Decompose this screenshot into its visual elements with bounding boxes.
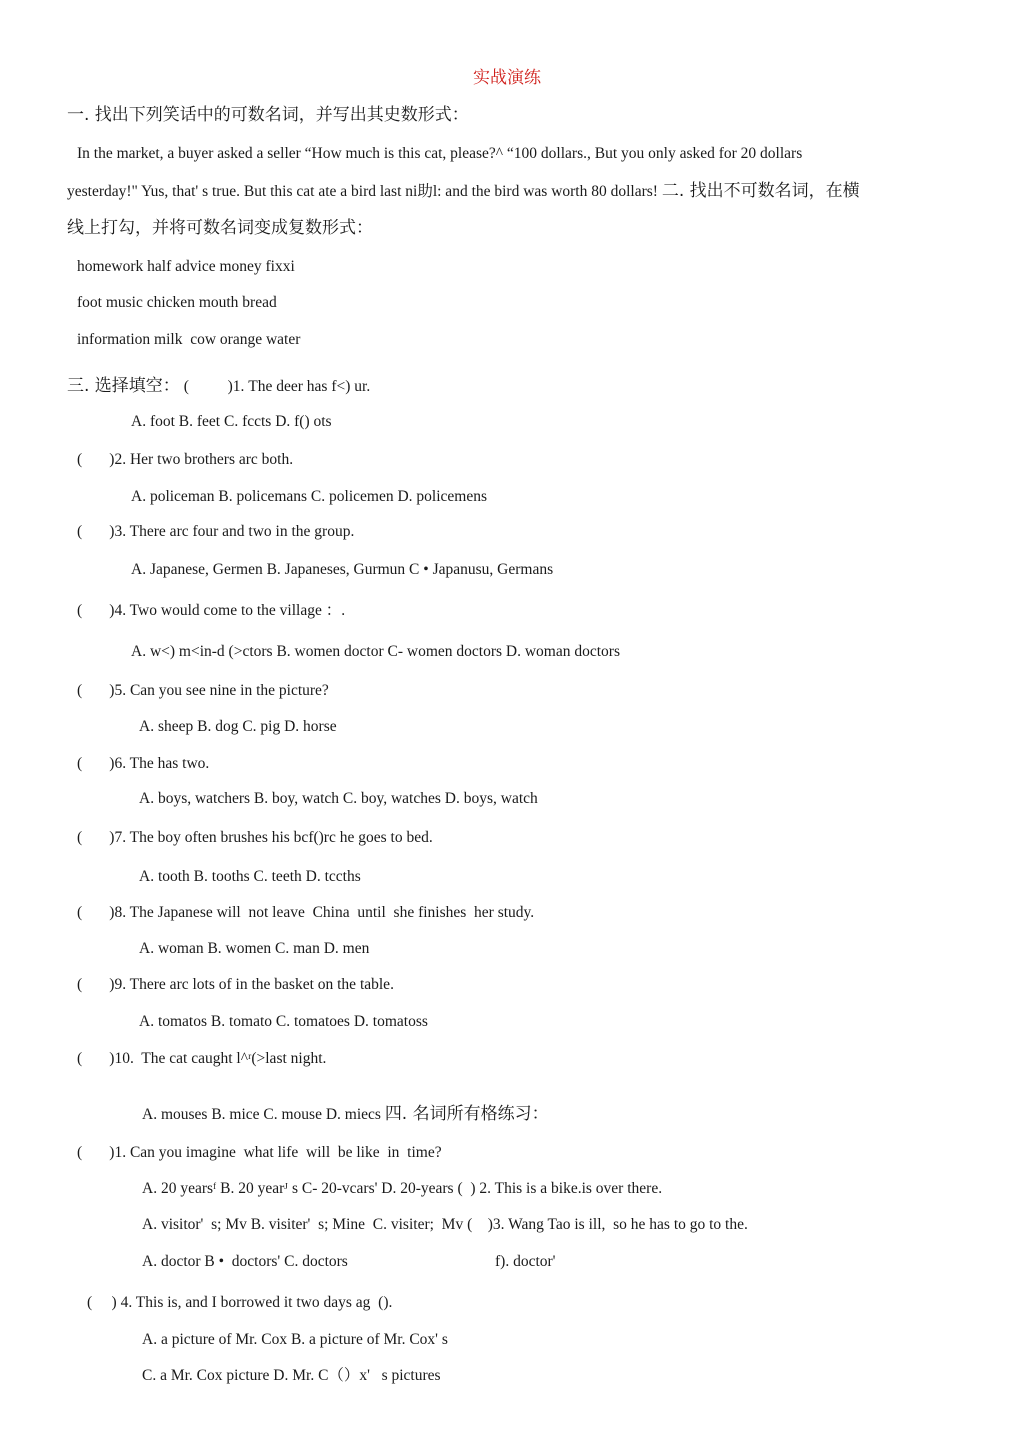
- question-stem: 7. The boy often brushes his bcf()rc he goes to bed.: [114, 829, 433, 846]
- answer-blank[interactable]: ( ): [183, 378, 233, 395]
- section2-heading-part1: 二. 找出不可数名词，在横: [661, 181, 860, 201]
- question-3-1: [67, 376, 370, 397]
- answer-blank[interactable]: ( ): [77, 523, 115, 540]
- answer-blank[interactable]: ( ): [77, 829, 115, 846]
- answer-blank[interactable]: ( ): [77, 904, 115, 921]
- question-stem: 2. Her two brothers arc both.: [114, 451, 294, 468]
- answer-blank[interactable]: ( ): [77, 755, 115, 772]
- question-options: A. 20 yearsᶠ B. 20 yearᴶ s C- 20-vcars' D. 20-years ( ) 2. This is a bike.is over there.: [142, 1180, 663, 1197]
- question-stem: 1. The deer has f<) ur.: [232, 378, 371, 395]
- question-options: A. sheep B. dog C. pig D. horse: [139, 718, 337, 735]
- word-row: foot music chicken mouth bread: [77, 294, 277, 311]
- question-options: A. w<) m<in-d (>ctors B. women doctor C- women doctors D. woman doctors: [131, 643, 620, 660]
- answer-blank[interactable]: ( ): [77, 682, 115, 699]
- question-options: A. tooth B. tooths C. teeth D. tccths: [139, 868, 361, 885]
- question-options: A. mouses B. mice C. mouse D. miecs: [142, 1106, 381, 1123]
- question-options: A. Japanese, Germen B. Japaneses, Gurmun C • Japanusu, Germans: [131, 561, 554, 578]
- question-stem: 4. This is, and I borrowed it two days ag ().: [120, 1294, 393, 1311]
- question-options: A. policeman B. policemans C. policemen D. policemens: [131, 488, 487, 505]
- section1-heading: 一. 找出下列笑话中的可数名词，并写出其史数形式：: [67, 105, 469, 125]
- question-stem: 8. The Japanese will not leave China until she finishes her study.: [114, 904, 535, 921]
- question-options: A. boys, watchers B. boy, watch C. boy, watches D. boys, watch: [139, 790, 538, 807]
- question-3-8: [77, 903, 534, 923]
- question-options: A. a picture of Mr. Cox B. a picture of Mr. Cox' s: [142, 1331, 448, 1348]
- question-3-7: [77, 828, 433, 848]
- question-3-6: [77, 754, 209, 774]
- joke-text-line1: In the market, a buyer asked a seller “How much is this cat, please?^ “100 dollars., But you only asked for 20 dollars: [77, 145, 803, 162]
- page-title: 实战演练: [473, 68, 541, 88]
- word-row: homework half advice money fixxi: [77, 258, 295, 275]
- question-stem: 6. The has two.: [114, 755, 210, 772]
- question-3-10-options-row: [142, 1104, 549, 1125]
- question-options: A. woman B. women C. man D. men: [139, 940, 370, 957]
- question-options: C. a Mr. Cox picture D. Mr. C（）x' s pictures: [142, 1367, 441, 1384]
- question-4-4: [87, 1293, 392, 1313]
- question-stem: 1. Can you imagine what life will be like in time?: [114, 1144, 442, 1161]
- question-options: A. tomatos B. tomato C. tomatoes D. tomatoss: [139, 1013, 428, 1030]
- word-row: information milk cow orange water: [77, 331, 301, 348]
- question-stem: 5. Can you see nine in the picture?: [114, 682, 329, 699]
- answer-blank[interactable]: ( ): [77, 1144, 115, 1161]
- joke-text-line2-body: yesterday!" Yus, that' s true. But this cat ate a bird last ni助l: and the bird was worth 80 dollars!: [67, 183, 658, 200]
- question-4-1: [77, 1143, 442, 1163]
- section4-heading: 四. 名词所有格练习：: [384, 1104, 549, 1124]
- question-options: f). doctor': [495, 1253, 556, 1270]
- question-stem: 9. There arc lots of in the basket on the table.: [114, 976, 394, 993]
- question-stem: 3. There arc four and two in the group.: [114, 523, 355, 540]
- answer-blank[interactable]: ( ): [77, 976, 115, 993]
- joke-text-line2: [67, 181, 860, 202]
- question-options: A. foot B. feet C. fccts D. f() ots: [131, 413, 332, 430]
- question-stem: 10. The cat caught l^ʳ(>last night.: [114, 1050, 327, 1067]
- question-3-9: [77, 975, 394, 995]
- question-3-10: [77, 1049, 326, 1069]
- question-3-4: [77, 601, 345, 621]
- question-3-5: [77, 681, 329, 701]
- answer-blank[interactable]: ( ): [77, 451, 115, 468]
- question-3-3: [77, 522, 354, 542]
- question-options: A. doctor B • doctors' C. doctors: [142, 1253, 348, 1270]
- answer-blank[interactable]: ( ): [87, 1294, 117, 1311]
- question-stem: 4. Two would come to the village ：.: [114, 602, 346, 619]
- question-options: A. visitor' s; Mv B. visiter' s; Mine C. visiter; Mv ( )3. Wang Tao is ill, so he has to go to the.: [142, 1216, 748, 1233]
- section3-heading: 三. 选择填空：: [67, 376, 180, 396]
- answer-blank[interactable]: ( ): [77, 1050, 115, 1067]
- section2-heading-part2: 线上打勾，并将可数名词变成复数形式：: [67, 218, 373, 238]
- answer-blank[interactable]: ( ): [77, 602, 115, 619]
- question-3-2: [77, 450, 293, 470]
